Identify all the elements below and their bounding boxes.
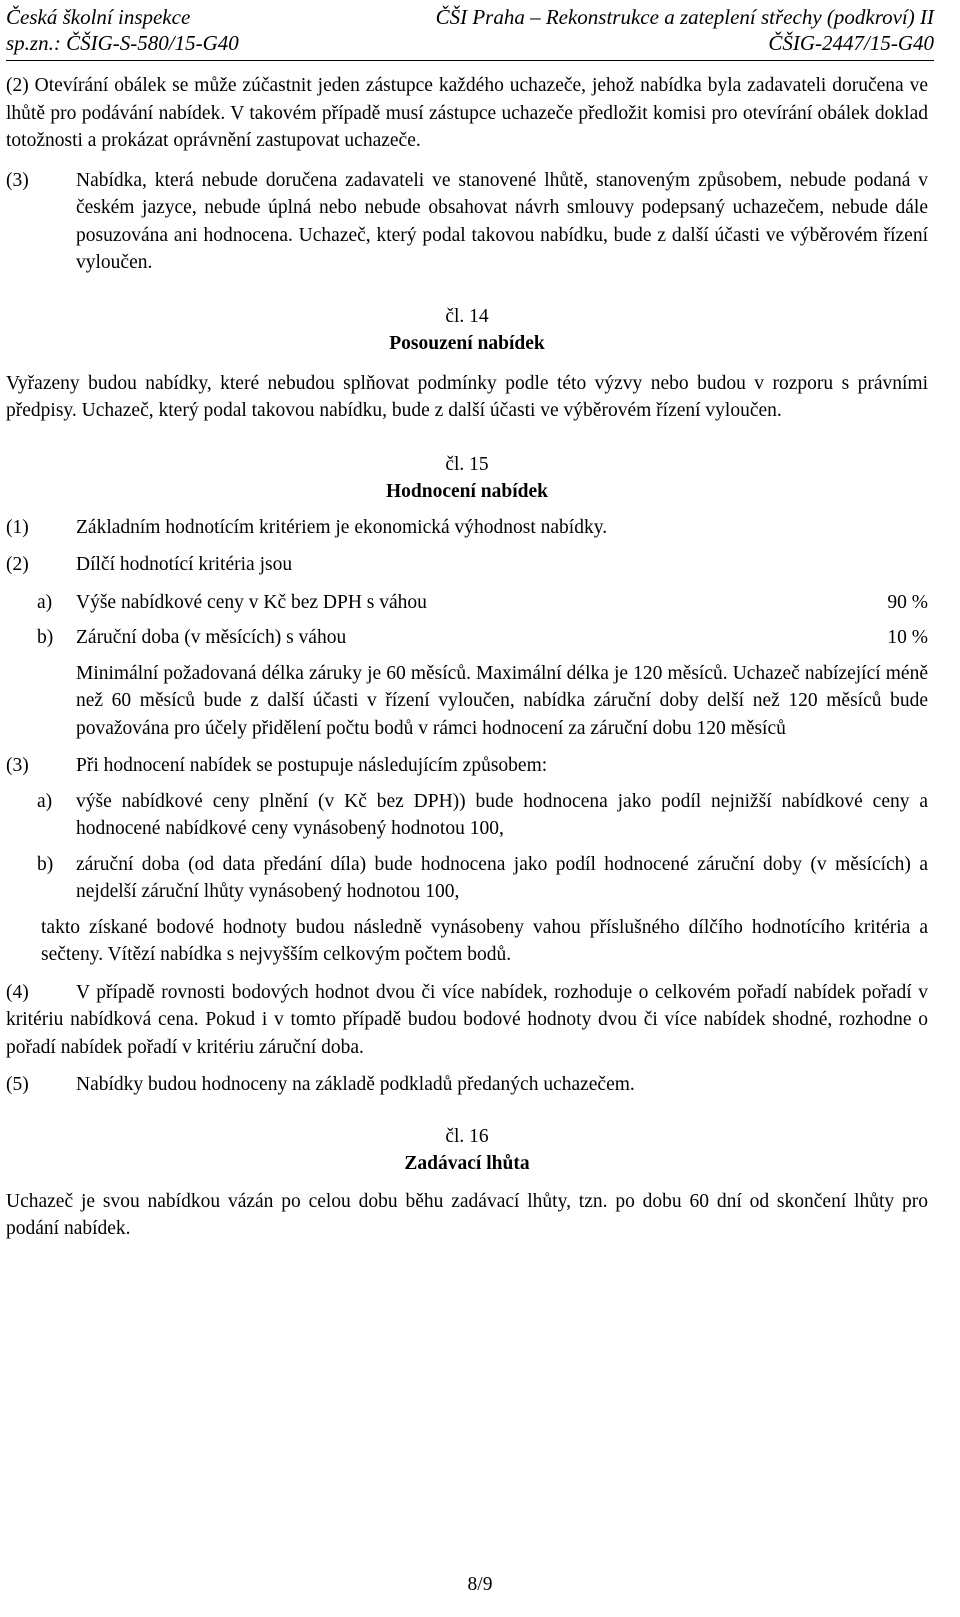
paragraph-text: V případě rovnosti bodových hodnot dvou či více nabídek, rozhoduje o celkovém pořadí nabídek pořadí v kritériu nabídková cena. Pokud i v tomto případě budou bodové hodnoty dvou či více nabídek shodné, rozhodne o pořadí nabídek pořadí v kritériu záruční doba. (6, 981, 928, 1058)
header-file-number: sp.zn.: ČŠIG-S-580/15-G40 (6, 31, 239, 55)
article-15-paragraph-3 (6, 752, 928, 780)
article-16-number: čl. 16 (445, 1125, 489, 1147)
paragraph-text: Při hodnocení nabídek se postupuje následujícím způsobem: (76, 755, 548, 776)
paragraph-number: (4) (6, 981, 29, 1003)
article-15-paragraph-5 (6, 1071, 928, 1099)
methods-summary: takto získané bodové hodnoty budou následně vynásobeny vahou příslušného dílčího hodnotícího kritéria a sečteny. Vítězí nabídka s nejvyšším celkovým počtem bodů. (41, 916, 928, 965)
paragraph-text: Dílčí hodnotící kritéria jsou (76, 554, 293, 575)
criterion-b (6, 624, 928, 652)
paragraph-text: Nabídka, která nebude doručena zadavateli ve stanovené lhůtě, stanoveným způsobem, nebude podaná v českém jazyce, nebude úplná nebo nebude obsahovat návrh smlouvy podepsaný uchazečem, nebude dále posuzována ani hodnocena. Uchazeč, který podal takovou nabídku, bude z další účasti ve výběrovém řízení vyloučen. (76, 169, 928, 273)
article-15-title: Hodnocení nabídek (385, 481, 548, 502)
paragraph-number: (2) (6, 554, 29, 575)
page-header (6, 4, 934, 61)
warranty-note: Minimální požadovaná délka záruky je 60 měsíců. Maximální délka je 120 měsíců. Uchazeč nabízející méně než 60 měsíců bude z další účasti v řízení vyloučen, nabídka záruční doby delší než 120 měsíců bude považována pro účely přidělení počtu bodů v rámci hodnocení za záruční dobu 120 měsíců (76, 662, 928, 739)
method-letter: b) (37, 853, 54, 875)
criterion-a (6, 589, 928, 617)
criterion-letter: a) (37, 591, 53, 613)
criterion-text: Záruční doba (v měsících) s váhou (76, 627, 347, 648)
article-14-text: Vyřazeny budou nabídky, které nebudou splňovat podmínky podle této výzvy nebo budou v rozporu s právními předpisy. Uchazeč, který podal takovou nabídku, bude z další účasti ve výběrovém řízení vyloučen. (6, 372, 928, 421)
header-project: ČŠI Praha – Rekonstrukce a zateplení střechy (podkroví) II (435, 5, 934, 29)
article-16-text: Uchazeč je svou nabídkou vázán po celou dobu běhu zadávací lhůty, tzn. po dobu 60 dní od skončení lhůty pro podání nabídek. (6, 1190, 928, 1239)
method-letter: a) (37, 790, 53, 812)
criterion-text: Výše nabídkové ceny v Kč bez DPH s váhou (76, 591, 427, 613)
paragraph-3-late-offers (6, 167, 928, 277)
article-14-title: Posouzení nabídek (389, 333, 545, 354)
document-body (6, 72, 928, 1243)
paragraph-number: (3) (6, 169, 29, 191)
criterion-weight: 10 % (887, 627, 928, 648)
paragraph-text: Nabídky budou hodnoceny na základě podkladů předaných uchazečem. (76, 1074, 635, 1095)
method-text: výše nabídkové ceny plnění (v Kč bez DPH)) bude hodnocena jako podíl nejnižší nabídkové ceny a hodnocené nabídkové ceny vynásobený hodnotou 100, (76, 790, 928, 839)
paragraph-number: (5) (6, 1074, 29, 1095)
paragraph-2-opening: (2) Otevírání obálek se může zúčastnit jeden zástupce každého uchazeče, jehož nabídka byla zadavateli doručena ve lhůtě pro podávání nabídek. V takovém případě musí zástupce uchazeče předložit komisi pro otevírání obálek doklad totožnosti a prokázat oprávnění zastupovat uchazeče. (6, 75, 928, 151)
method-a (6, 788, 928, 843)
header-reference: ČŠIG-2447/15-G40 (768, 31, 934, 55)
paragraph-number: (1) (6, 516, 29, 538)
page-number: 8/9 (467, 1574, 493, 1595)
article-15-paragraph-2 (6, 551, 928, 579)
method-b (6, 851, 928, 906)
article-15-paragraph-1 (6, 514, 928, 542)
article-15-paragraph-4 (6, 979, 928, 1062)
article-15-number: čl. 15 (445, 453, 489, 475)
method-text: záruční doba (od data předání díla) bude hodnocena jako podíl hodnocené záruční doby (v měsících) a nejdelší záruční lhůty vynásobený hodnotou 100, (76, 853, 928, 902)
criterion-letter: b) (37, 627, 54, 648)
article-16-title: Zadávací lhůta (404, 1153, 530, 1174)
paragraph-text: Základním hodnotícím kritériem je ekonomická výhodnost nabídky. (76, 516, 608, 538)
criterion-weight: 90 % (887, 591, 928, 613)
article-14-number: čl. 14 (445, 305, 489, 327)
header-organization: Česká školní inspekce (6, 5, 191, 29)
paragraph-number: (3) (6, 755, 29, 776)
